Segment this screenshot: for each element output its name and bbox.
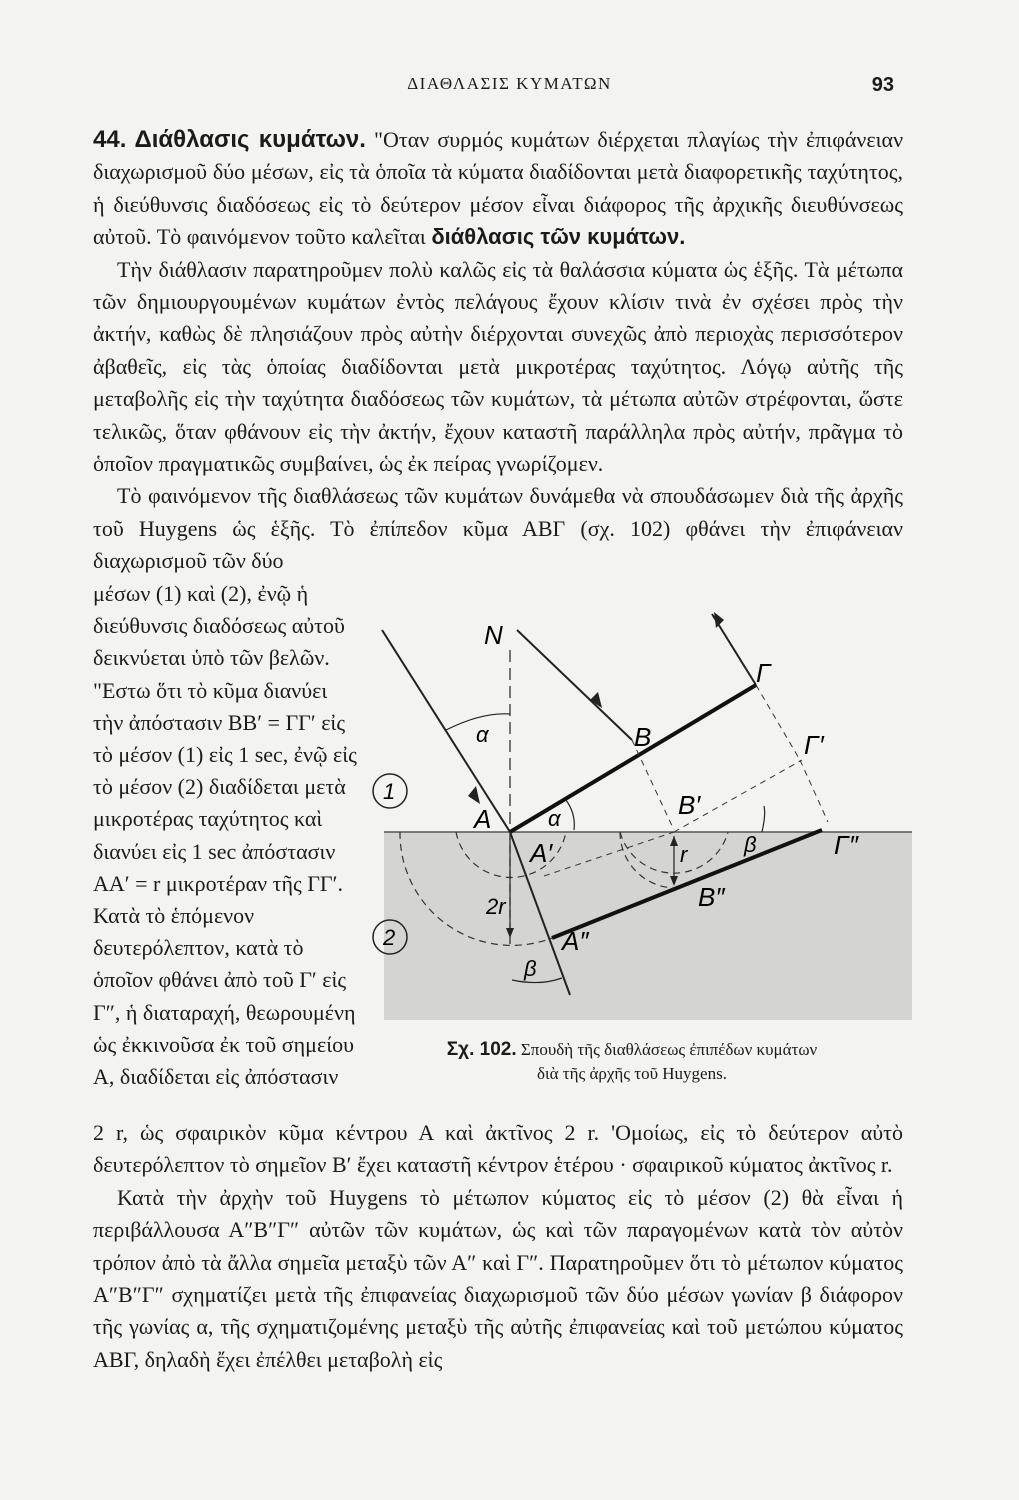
label-two-r: 2r [486,894,506,919]
label-a: A [474,804,492,834]
label-medium-1: 1 [383,779,396,804]
label-b-dprime: B″ [698,882,725,912]
label-gamma-dprime: Γ″ [834,830,859,860]
caption-line-1: Σπουδὴ τῆς διαθλάσεως ἐπιπέδων κυμάτων [520,1040,818,1059]
ray-b-dashed [632,740,674,830]
wavefront-abg [510,685,756,832]
key-term: διάθλασις τῶν κυμάτων. [431,224,686,250]
label-b: B [634,722,652,752]
body-text-top [93,124,903,578]
label-b-prime: B′ [678,790,701,820]
label-a-dprime: A″ [562,926,589,956]
body-text-side [93,578,358,1093]
label-alpha-mid: α [548,806,561,831]
label-gamma-prime: Γ′ [804,730,824,760]
page-number: 93 [871,74,894,96]
arrow-head-a [468,786,480,804]
running-title: ΔΙΑΘΛΑΣΙΣ ΚΥΜΑΤΩΝ [407,74,612,93]
paragraph-3: Τὸ φαινόμενον τῆς διαθλάσεως τῶν κυμάτων δυνάμεθα νὰ σπουδάσωμεν διὰ τῆς ἀρχῆς τοῦ Huygens ὡς ἑξῆς. Τὸ ἐπίπεδον κῦμα ΑΒΓ (σχ. 102) φθάνει τὴν ἐπιφάνειαν διαχωρισμοῦ τῶν δύο [93,483,903,574]
body-text-bottom [93,1117,903,1376]
page-header [0,70,1019,100]
section-number: 44. [93,126,127,153]
incident-ray-a [382,630,510,832]
angle-beta-right [762,806,765,832]
figure-caption [372,1038,892,1086]
label-beta-bottom: β [524,956,537,981]
medium-2-region [384,832,912,1020]
caption-label: Σχ. 102. [446,1039,517,1060]
ray-g-dashed-2 [800,760,828,822]
paragraph-2: Τὴν διάθλασιν παρατηροῦμεν πολὺ καλῶς εἰς τὰ θαλάσσια κύματα ὡς ἑξῆς. Τὰ μέτωπα τῶν δημιουργουμένων κυμάτων ἐντὸς πελάγους ἔχουν κλίσιν τινὰ ἐν σχέσει πρὸς τὴν ἀκτήν, καθὼς δὲ πλησιάζουν πρὸς αὐτὴν διέρχονται συνεχῶς ἀπὸ περιοχὰς περισσότερον ἀβαθεῖς, εἰς τὰς ὁποίας διαδίδονται μετὰ μικροτέρας ταχύτητος. Λόγῳ αὐτῆς τῆς μεταβολῆς εἰς τὴν ταχύτητα διαδόσεως τῶν κυμάτων, τὰ μέτωπα αὐτῶν στρέφονται, ὥστε τελικῶς, ὅταν φθάνουν εἰς τὴν ἀκτήν, ἔχουν καταστῆ παράλληλα πρὸς αὐτήν, πρᾶγμα τὸ ὁποῖον πραγματικῶς συμβαίνει, ὡς ἐκ πείρας γνωρίζομεν. [93,256,903,477]
incident-ray-b [517,630,632,740]
angle-alpha-mid [566,800,574,830]
label-medium-2: 2 [383,925,396,950]
refraction-figure [352,600,912,1020]
label-a-prime: A′ [530,838,553,868]
section-title: Διάθλασις κυμάτων. [134,126,366,153]
label-alpha-top: α [476,722,489,747]
paragraph-3-end: 2 r, ὡς σφαιρικὸν κῦμα κέντρου Α καὶ ἀκτῖνος 2 r. 'Ομοίως, εἰς τὸ δεύτερον αὐτὸ δευτερόλεπτον τὸ σημεῖον Β′ ἔχει καταστῆ κέντρον ἑτέρου · σφαιρικοῦ κύματος ἀκτῖνος r. [93,1120,903,1178]
paragraph-1 [93,124,903,254]
label-gamma: Γ [756,658,771,688]
paragraph-4: Κατὰ τὴν ἀρχὴν τοῦ Huygens τὸ μέτωπον κύματος εἰς τὸ μέσον (2) θὰ εἶναι ἡ περιβάλλουσα Α″Β″Γ″ αὐτῶν τῶν κυμάτων, ὡς καὶ τῶν παραγομένων κατὰ τὸν αὐτὸν τρόπον ἀπὸ τὰ ἄλλα σημεῖα μεταξὺ τῶν Α″ καὶ Γ″. Παρατηροῦμεν ὅτι τὸ μέτωπον κύματος Α″Β″Γ″ σχηματίζει μετὰ τῆς ἐπιφανείας διαχωρισμοῦ τῶν δύο μέσων γωνίαν β διάφορον τῆς γωνίας α, τῆς σχηματιζομένης μεταξὺ τῆς αὐτῆς ἐπιφανείας καὶ τοῦ μετώπου κύματος ΑΒΓ, δηλαδὴ ἔχει ἐπέλθει μεταβολὴ εἰς [93,1184,903,1372]
paragraph-3-side: μέσων (1) καὶ (2), ἐνῷ ἡ διεύθυνσις διαδόσεως αὐτοῦ δεικνύεται ὑπὸ τῶν βελῶν. "Εστω ὅτι τὸ κῦμα διανύει τὴν ἀπόστασιν ΒΒ′ = ΓΓ′ εἰς τὸ μέσον (1) εἰς 1 sec, ἐνῷ εἰς τὸ μέσον (2) διαδίδεται μετὰ μικροτέρας ταχύτητος καὶ διανύει εἰς 1 sec ἀπόστασιν ΑΑ′ = r μικροτέραν τῆς ΓΓ′. Κατὰ τὸ ἑπόμενον δευτερόλεπτον, κατὰ τὸ ὁποῖον φθάνει ἀπὸ τοῦ Γ′ εἰς Γ″, ἡ διαταραχή, θεωρουμένη ὡς ἐκκινοῦσα ἐκ τοῦ σημείου Α, διαδίδεται εἰς ἀπόστασιν [93,581,357,1090]
caption-line-2: διὰ τῆς ἀρχῆς τοῦ Huygens. [537,1064,727,1083]
paragraph-1-text: "Οταν συρμός κυμάτων διέρχεται πλαγίως τὴν ἐπιφάνειαν διαχωρισμοῦ δύο μέσων, εἰς τὰ ὁποῖα τὰ κύματα διαδίδονται μετὰ διαφορετικῆς ταχύτητος, ἡ διεύθυνσις διαδόσεως εἰς τὸ δεύτερον μέσον εἶναι διάφορος τῆς ἀρχικῆς διευθύνσεως αὐτοῦ. Τὸ φαινόμενον τοῦτο καλεῖται [93,127,904,250]
label-n: N [484,620,503,650]
label-r: r [680,842,688,867]
ray-g-dashed [756,685,800,760]
label-beta-right: β [744,832,757,857]
